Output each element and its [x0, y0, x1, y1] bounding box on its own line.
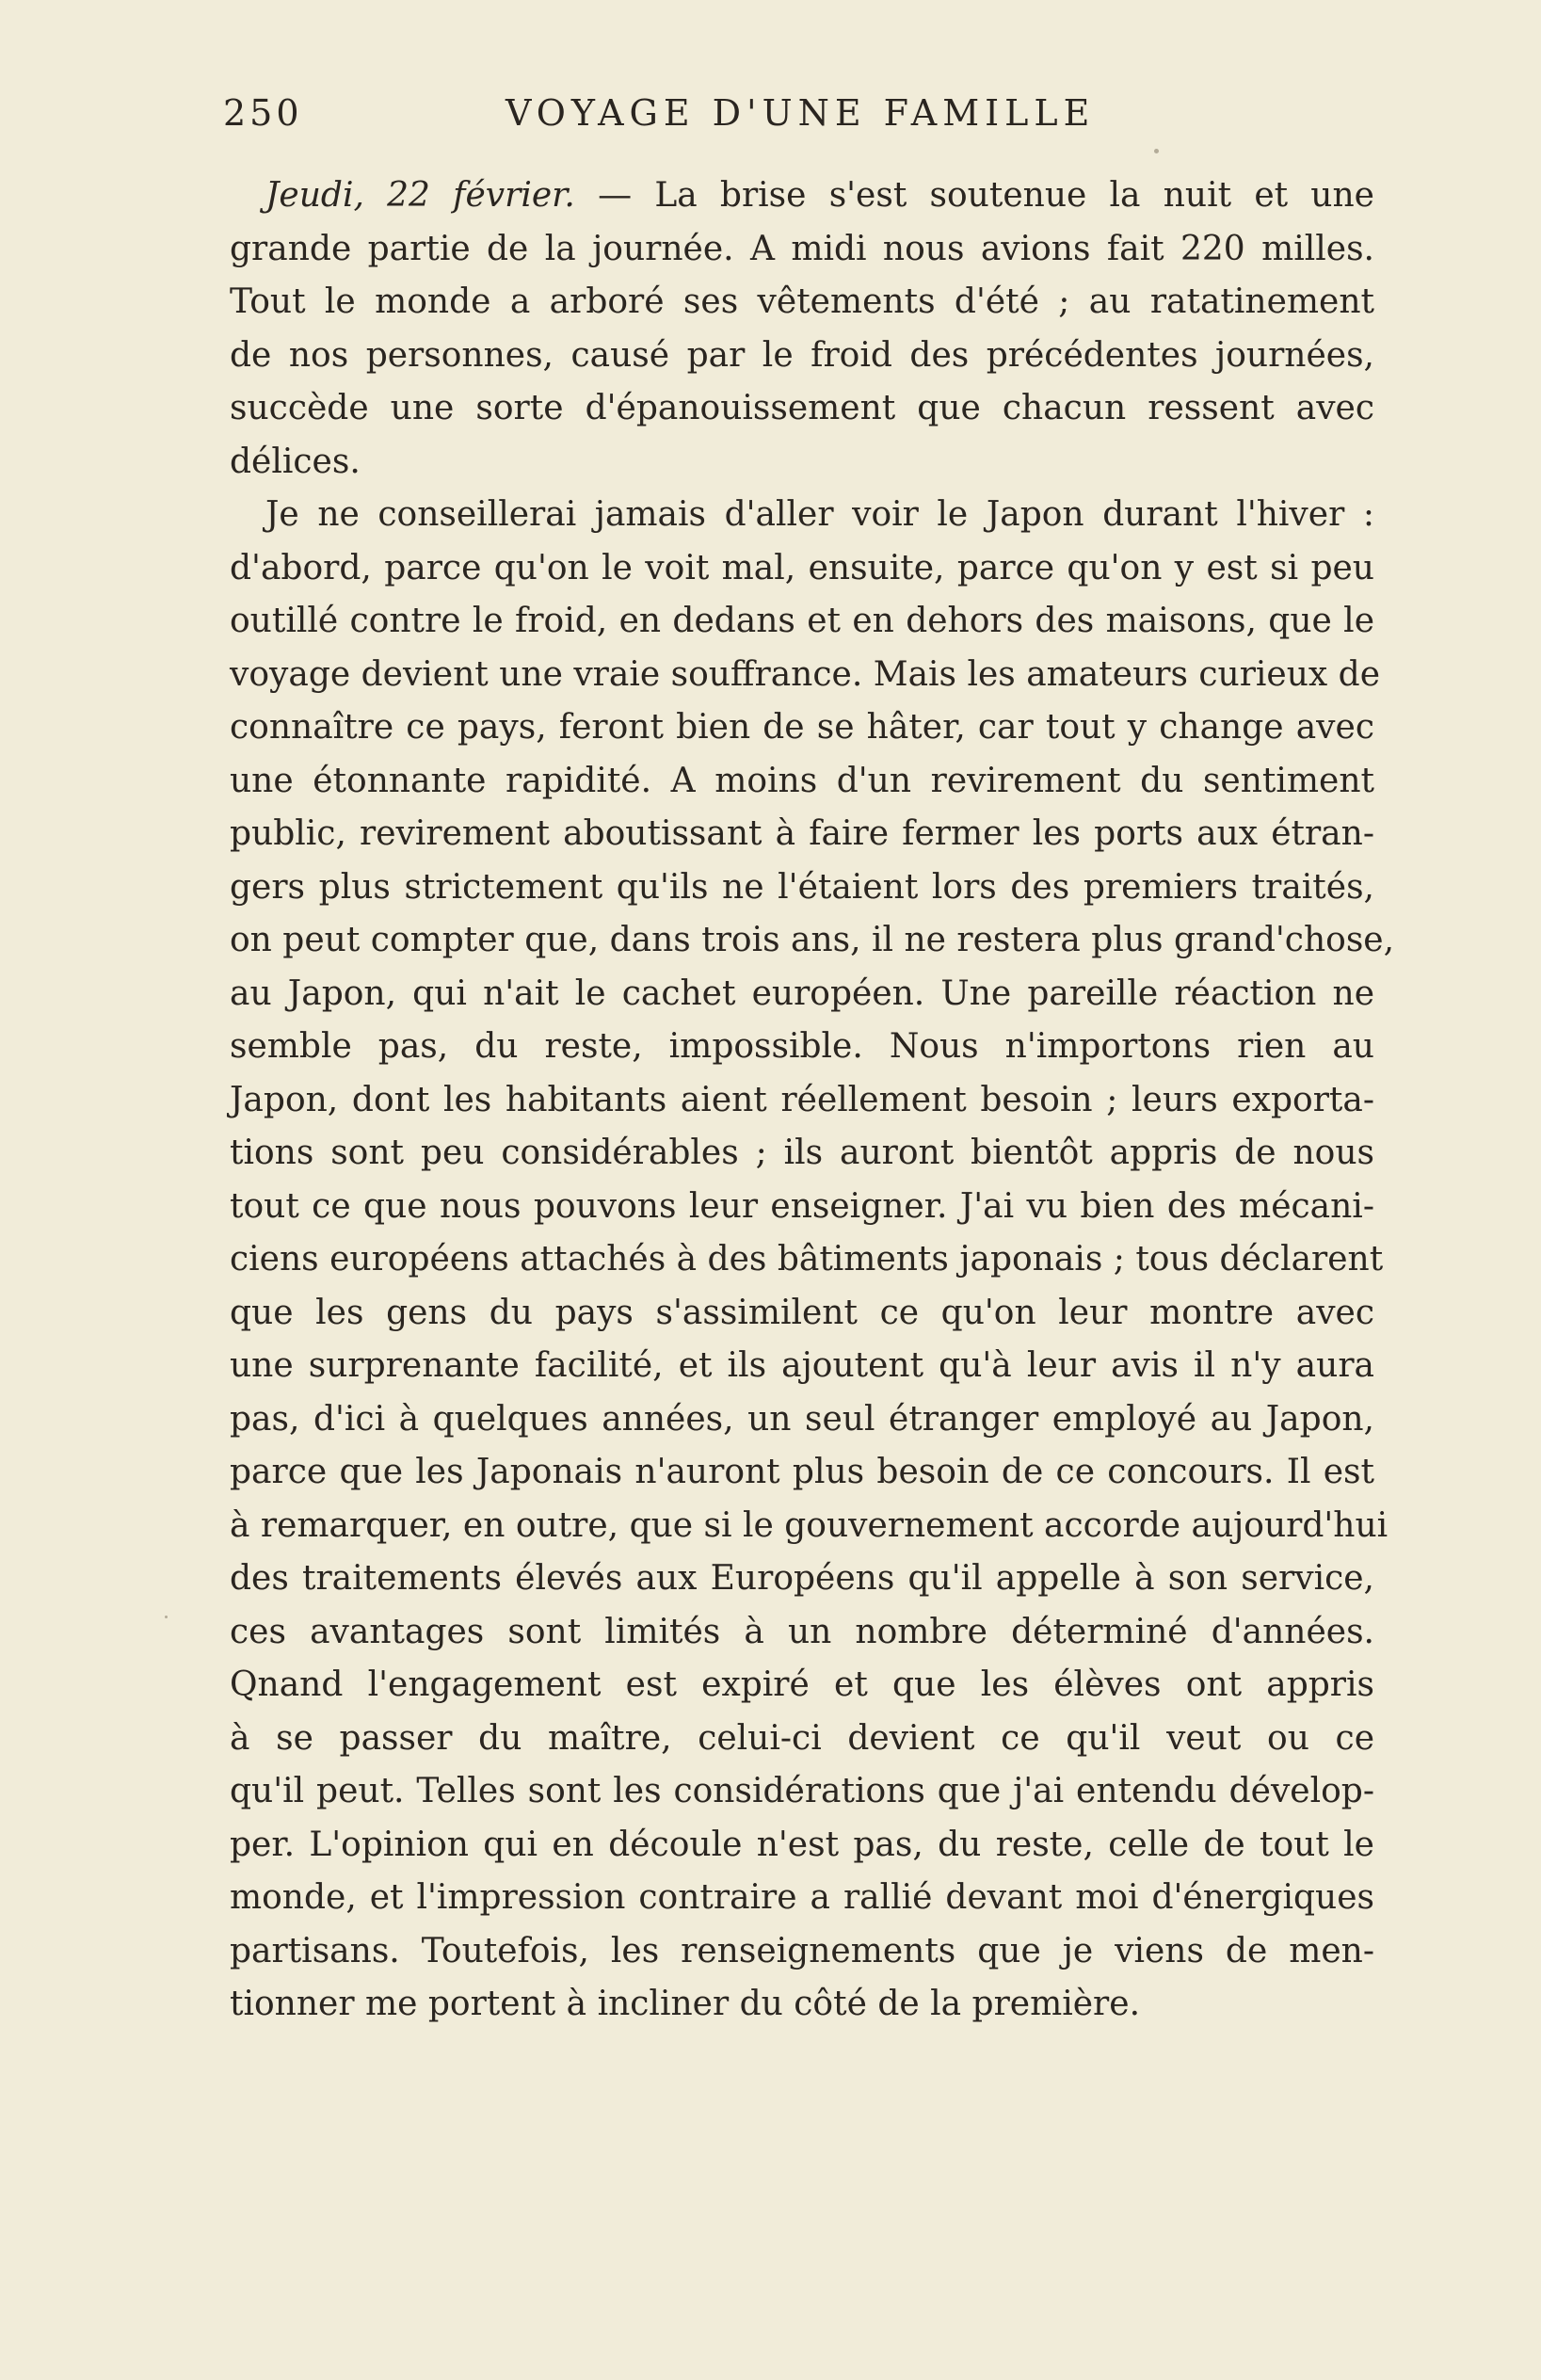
text-line: — La brise s'est soutenue la nuit et une: [574, 176, 1374, 215]
running-header: [223, 92, 1376, 139]
text-line: d'abord, parce qu'on le voit mal, ensuite, parce qu'on y est si peu: [230, 548, 1374, 587]
dateline: Jeudi, 22 février.: [265, 176, 575, 215]
paper-speck: [165, 1616, 168, 1618]
text-line: Japon, dont les habitants aient réellement besoin ; leurs exporta-: [230, 1080, 1374, 1119]
text-line: à remarquer, en outre, que si le gouvernement accorde aujourd'hui: [230, 1505, 1389, 1545]
text-line: succède une sorte d'épanouissement que chacun ressent avec: [230, 389, 1374, 427]
text-line: au Japon, qui n'ait le cachet européen. Une pareille réaction ne: [230, 973, 1374, 1013]
text-line: outillé contre le froid, en dedans et en dehors des maisons, que le: [230, 602, 1374, 640]
text-line: semble pas, du reste, impossible. Nous n'importons rien au: [230, 1027, 1374, 1066]
text-line: Tout le monde a arboré ses vêtements d'été ; au ratatinement: [230, 282, 1374, 321]
text-line: connaître ce pays, feront bien de se hâter, car tout y change avec: [230, 708, 1374, 747]
text-line: voyage devient une vraie souffrance. Mais les amateurs curieux de: [230, 654, 1381, 694]
text-line: une surprenante facilité, et ils ajoutent qu'à leur avis il n'y aura: [230, 1346, 1374, 1385]
text-line: monde, et l'impression contraire a rallié devant moi d'énergiques: [230, 1878, 1374, 1917]
text-line: per. L'opinion qui en découle n'est pas, du reste, celle de tout le: [230, 1825, 1374, 1864]
text-line: public, revirement aboutissant à faire fermer les ports aux étran-: [230, 814, 1374, 853]
text-line: à se passer du maître, celui-ci devient ce qu'il veut ou ce: [230, 1718, 1374, 1758]
text-line: pas, d'ici à quelques années, un seul étranger employé au Japon,: [230, 1399, 1374, 1439]
body-text: [230, 169, 1395, 2032]
text-line: gers plus strictement qu'ils ne l'étaient lors des premiers traités,: [230, 867, 1374, 907]
text-line: tionner me portent à incliner du côté de la première.: [230, 1985, 1141, 2023]
text-line: que les gens du pays s'assimilent ce qu'on leur montre avec: [230, 1293, 1374, 1332]
text-line: Je ne conseillerai jamais d'aller voir le Japon durant l'hiver :: [265, 495, 1374, 534]
paragraph-1-line-1: [230, 169, 1374, 223]
page-number: 250: [223, 92, 303, 134]
text-line: parce que les Japonais n'auront plus besoin de ce concours. Il est: [230, 1453, 1374, 1491]
text-line: délices.: [230, 442, 361, 481]
text-line: partisans. Toutefois, les renseignements que je viens de men-: [230, 1931, 1374, 1970]
text-line: ces avantages sont limités à un nombre déterminé d'années.: [230, 1612, 1374, 1651]
text-line: tout ce que nous pouvons leur enseigner. J'ai vu bien des mécani-: [230, 1186, 1374, 1226]
text-line: Qnand l'engagement est expiré et que les élèves ont appris: [230, 1665, 1374, 1704]
text-line: qu'il peut. Telles sont les considérations que j'ai entendu dévelop-: [230, 1772, 1374, 1810]
paper-speck: [1154, 149, 1159, 153]
text-line: tions sont peu considérables ; ils auront bientôt appris de nous: [230, 1134, 1374, 1172]
text-line: on peut compter que, dans trois ans, il ne restera plus grand'chose,: [230, 921, 1395, 959]
text-line: grande partie de la journée. A midi nous avions fait 220 milles.: [230, 229, 1374, 268]
text-line: des traitements élevés aux Européens qu'il appelle à son service,: [230, 1559, 1374, 1598]
text-line: ciens européens attachés à des bâtiments japonais ; tous déclarent: [230, 1240, 1384, 1278]
text-line: de nos personnes, causé par le froid des précédentes journées,: [230, 335, 1374, 375]
text-line: une étonnante rapidité. A moins d'un revirement du sentiment: [230, 761, 1374, 800]
running-title: VOYAGE D'UNE FAMILLE: [506, 92, 1096, 134]
